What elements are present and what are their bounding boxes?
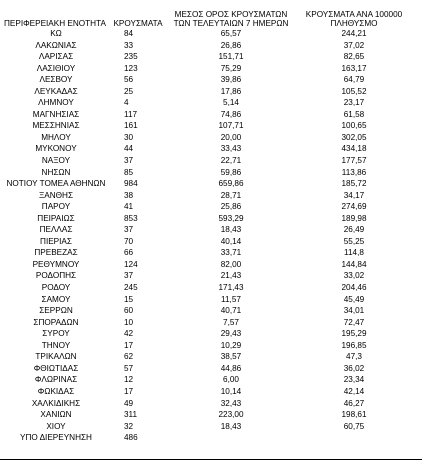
- cell-region: ΡΕΘΥΜΝΟΥ: [32, 259, 80, 269]
- cell-region: ΧΑΝΙΩΝ: [40, 410, 72, 420]
- cell-cases: 85: [124, 167, 134, 177]
- cell-region: ΚΩ: [50, 29, 62, 38]
- cell-per100k: 114,8: [344, 248, 364, 258]
- table-header: [2, 0, 412, 28]
- cell-cases: 44: [124, 144, 134, 154]
- cell-region: ΣΑΜΟΥ: [41, 294, 71, 304]
- cell-avg7: 40,71: [220, 306, 242, 316]
- table-row: [2, 40, 412, 52]
- cell-per100k: 204,46: [341, 283, 367, 293]
- cell-cases: 42: [124, 329, 134, 339]
- table-row: [2, 398, 412, 410]
- cell-per100k: 100,65: [341, 121, 367, 131]
- cell-avg7: 25,86: [220, 202, 242, 212]
- table-row: [2, 363, 412, 375]
- cell-cases: 37: [124, 225, 134, 235]
- cell-cases: 57: [124, 363, 134, 373]
- bottom-rule: [0, 459, 422, 460]
- table-row: [2, 97, 412, 109]
- cell-region: ΞΑΝΘΗΣ: [38, 190, 74, 200]
- cell-cases: 25: [124, 86, 134, 96]
- cell-cases: 123: [124, 63, 138, 73]
- cell-per100k: 82,65: [343, 52, 365, 62]
- cell-avg7: 11,57: [221, 294, 241, 304]
- cell-per100k: 26,49: [343, 225, 365, 235]
- table-body: [2, 28, 412, 444]
- cell-per100k: 274,69: [341, 202, 367, 212]
- cell-per100k: 55,25: [343, 236, 365, 246]
- cell-cases: 486: [124, 433, 138, 443]
- table-row: [2, 305, 412, 317]
- cell-cases: 4: [124, 98, 129, 108]
- cell-region: ΜΕΣΣΗΝΙΑΣ: [32, 121, 80, 131]
- cell-per100k: 163,17: [341, 63, 367, 73]
- cell-per100k: 72,47: [343, 317, 365, 327]
- cell-per100k: 177,57: [341, 156, 367, 166]
- cell-per100k: 302,05: [341, 132, 367, 142]
- cell-region: ΤΗΝΟΥ: [41, 340, 71, 350]
- cell-avg7: 18,43: [220, 225, 242, 235]
- table-row: [2, 270, 412, 282]
- cell-avg7: 33,71: [220, 248, 242, 258]
- cell-region: ΛΑΡΙΣΑΣ: [38, 52, 74, 62]
- cell-region: ΜΑΓΝΗΣΙΑΣ: [32, 109, 80, 119]
- cell-cases: 66: [124, 248, 134, 258]
- header-avg7: ΜΕΣΟΣ ΟΡΟΣ ΚΡΟΥΣΜΑΤΩΝ ΤΩΝ ΤΕΛΕΥΤΑΙΩΝ 7 ΗΜΕΡΩΝ: [173, 9, 289, 28]
- cell-cases: 12: [124, 375, 134, 385]
- table-row: [2, 432, 412, 444]
- cell-cases: 235: [124, 52, 138, 62]
- cell-region: ΥΠΟ ΔΙΕΡΕΥΝΗΣΗ: [20, 433, 92, 443]
- cell-region: ΝΟΤΙΟΥ ΤΟΜΕΑ ΑΘΗΝΩΝ: [6, 179, 106, 189]
- cell-cases: 70: [124, 236, 134, 246]
- cell-avg7: 10,29: [220, 340, 242, 350]
- cell-region: ΣΠΟΡΑΔΩΝ: [33, 317, 79, 327]
- cell-avg7: 39,86: [220, 75, 242, 85]
- cell-cases: 245: [124, 283, 138, 293]
- cell-per100k: 434,18: [341, 144, 367, 154]
- table-row: [2, 386, 412, 398]
- cell-cases: 124: [124, 259, 138, 269]
- cell-cases: 33: [124, 40, 134, 50]
- cell-region: ΝΑΞΟΥ: [41, 156, 71, 166]
- cell-region: ΣΥΡΟΥ: [42, 329, 70, 339]
- cell-avg7: 107,71: [218, 121, 244, 131]
- cell-per100k: 47,3: [346, 352, 362, 362]
- cell-per100k: 244,21: [341, 29, 367, 38]
- table-row: [2, 143, 412, 155]
- cell-cases: 32: [124, 421, 134, 431]
- table-row: [2, 259, 412, 271]
- cell-cases: 17: [124, 386, 134, 396]
- cell-region: ΛΕΥΚΑΔΑΣ: [34, 86, 78, 96]
- table-row: [2, 282, 412, 294]
- cell-per100k: 105,52: [341, 86, 367, 96]
- cell-cases: 311: [124, 410, 138, 420]
- cell-avg7: 6,00: [223, 375, 239, 385]
- cell-cases: 84: [124, 29, 134, 38]
- cell-avg7: 223,00: [218, 410, 244, 420]
- cell-avg7: 44,86: [220, 363, 242, 373]
- cell-cases: 30: [124, 132, 134, 142]
- header-cases: ΚΡΟΥΣΜΑΤΑ: [113, 18, 163, 28]
- header-per100k: ΚΡΟΥΣΜΑΤΑ ΑΝΑ 100000 ΠΛΗΘΥΣΜΟ: [305, 9, 403, 28]
- header-region: ΠΕΡΙΦΕΡΕΙΑΚΗ ΕΝΟΤΗΤΑ: [4, 18, 106, 28]
- cell-avg7: 22,71: [220, 156, 242, 166]
- table-row: [2, 132, 412, 144]
- cell-per100k: 195,29: [341, 329, 367, 339]
- cell-per100k: 33,02: [343, 271, 365, 281]
- cell-region: ΛΗΜΝΟΥ: [38, 98, 74, 108]
- cell-avg7: 17,86: [220, 86, 242, 96]
- cell-per100k: 34,01: [343, 306, 365, 316]
- cell-region: ΛΕΣΒΟΥ: [39, 75, 73, 85]
- cell-per100k: 37,02: [343, 40, 365, 50]
- cell-avg7: 151,71: [218, 52, 244, 62]
- cell-per100k: 23,34: [343, 375, 365, 385]
- table-row: [2, 374, 412, 386]
- cell-avg7: 75,29: [220, 63, 242, 73]
- cell-region: ΠΕΛΛΑΣ: [39, 225, 73, 235]
- table-row: [2, 236, 412, 248]
- cell-cases: 117: [124, 109, 138, 119]
- cell-per100k: 60,75: [343, 421, 365, 431]
- table-row: [2, 247, 412, 259]
- cell-region: ΡΟΔΟΥ: [41, 283, 71, 293]
- cell-avg7: 82,00: [220, 259, 242, 269]
- cell-avg7: 29,43: [220, 329, 242, 339]
- cell-cases: 37: [124, 271, 134, 281]
- cell-per100k: 144,84: [341, 259, 367, 269]
- cell-avg7: 10,14: [220, 386, 242, 396]
- cell-avg7: 21,43: [220, 271, 242, 281]
- cell-region: ΦΛΩΡΙΝΑΣ: [34, 375, 78, 385]
- cell-per100k: 36,02: [343, 363, 365, 373]
- cell-cases: 37: [124, 156, 134, 166]
- cell-cases: 49: [124, 398, 134, 408]
- table-row: [2, 351, 412, 363]
- table-row: [2, 340, 412, 352]
- table-row: [2, 51, 412, 63]
- cell-region: ΝΗΣΩΝ: [41, 167, 71, 177]
- cell-cases: 15: [124, 294, 134, 304]
- cell-per100k: 64,79: [343, 75, 365, 85]
- cell-avg7: [166, 432, 296, 444]
- cell-cases: 161: [124, 121, 138, 131]
- table-row: [2, 86, 412, 98]
- table-row: [2, 294, 412, 306]
- table-row: [2, 120, 412, 132]
- cell-region: ΡΟΔΟΠΗΣ: [35, 271, 77, 281]
- table-row: [2, 28, 412, 40]
- cell-region: ΜΗΛΟΥ: [41, 132, 71, 142]
- cell-per100k: 113,86: [341, 167, 367, 177]
- cell-region: ΧΙΟΥ: [46, 421, 66, 431]
- cell-avg7: 18,43: [220, 421, 242, 431]
- cell-avg7: 65,57: [220, 29, 242, 38]
- cell-region: ΤΡΙΚΑΛΩΝ: [35, 352, 77, 362]
- cell-per100k: 46,27: [343, 398, 365, 408]
- table-row: [2, 317, 412, 329]
- table-row: [2, 213, 412, 225]
- cell-cases: 38: [124, 190, 134, 200]
- table-row: [2, 201, 412, 213]
- cell-avg7: 59,86: [220, 167, 242, 177]
- cell-cases: 10: [124, 317, 134, 327]
- table-row: [2, 155, 412, 167]
- table-row: [2, 409, 412, 421]
- cell-region: ΠΙΕΡΙΑΣ: [40, 236, 72, 246]
- cell-per100k: [296, 432, 412, 444]
- table-row: [2, 421, 412, 433]
- table-row: [2, 224, 412, 236]
- cell-cases: 984: [124, 179, 138, 189]
- cell-avg7: 74,86: [220, 109, 242, 119]
- cell-cases: 60: [124, 306, 134, 316]
- cell-avg7: 26,86: [220, 40, 242, 50]
- cell-region: ΣΕΡΡΩΝ: [39, 306, 73, 316]
- cell-avg7: 33,43: [220, 144, 242, 154]
- cell-per100k: 23,17: [343, 98, 365, 108]
- cell-avg7: 38,57: [220, 352, 242, 362]
- cell-cases: 853: [124, 213, 138, 223]
- cell-per100k: 185,72: [341, 179, 367, 189]
- cell-cases: 17: [124, 340, 134, 350]
- cases-table: [2, 0, 412, 444]
- cell-region: ΦΩΚΙΔΑΣ: [37, 386, 75, 396]
- cell-region: ΦΘΙΩΤΙΔΑΣ: [33, 363, 79, 373]
- cell-avg7: 28,71: [220, 190, 242, 200]
- table-row: [2, 74, 412, 86]
- cell-region: ΧΑΛΚΙΔΙΚΗΣ: [31, 398, 81, 408]
- cell-region: ΛΑΚΩΝΙΑΣ: [35, 40, 77, 50]
- table-row: [2, 63, 412, 75]
- cell-per100k: 198,61: [341, 410, 367, 420]
- cell-region: ΠΡΕΒΕΖΑΣ: [34, 248, 78, 258]
- cell-avg7: 593,29: [218, 213, 244, 223]
- cell-avg7: 32,43: [220, 398, 242, 408]
- cell-cases: 62: [124, 352, 134, 362]
- cell-region: ΠΕΙΡΑΙΩΣ: [37, 213, 75, 223]
- cell-avg7: 5,14: [223, 98, 239, 108]
- cell-per100k: 189,98: [341, 213, 367, 223]
- cell-avg7: 40,14: [220, 236, 242, 246]
- cell-region: ΠΑΡΟΥ: [41, 202, 71, 212]
- cell-region: ΛΑΣΙΘΙΟΥ: [36, 63, 76, 73]
- table-row: [2, 328, 412, 340]
- cell-cases: 56: [124, 75, 134, 85]
- cell-region: ΜΥΚΟΝΟΥ: [35, 144, 77, 154]
- table-row: [2, 190, 412, 202]
- cell-avg7: 171,43: [218, 283, 244, 293]
- cell-avg7: 20,00: [220, 132, 242, 142]
- cell-per100k: 42,14: [343, 386, 365, 396]
- table-row: [2, 167, 412, 179]
- table-row: [2, 178, 412, 190]
- cell-cases: 41: [124, 202, 134, 212]
- cell-avg7: 7,57: [223, 317, 239, 327]
- cell-per100k: 61,58: [343, 109, 365, 119]
- table-row: [2, 109, 412, 121]
- cell-per100k: 34,17: [343, 190, 365, 200]
- cell-per100k: 45,49: [343, 294, 365, 304]
- cell-avg7: 659,86: [218, 179, 244, 189]
- cell-per100k: 196,85: [341, 340, 367, 350]
